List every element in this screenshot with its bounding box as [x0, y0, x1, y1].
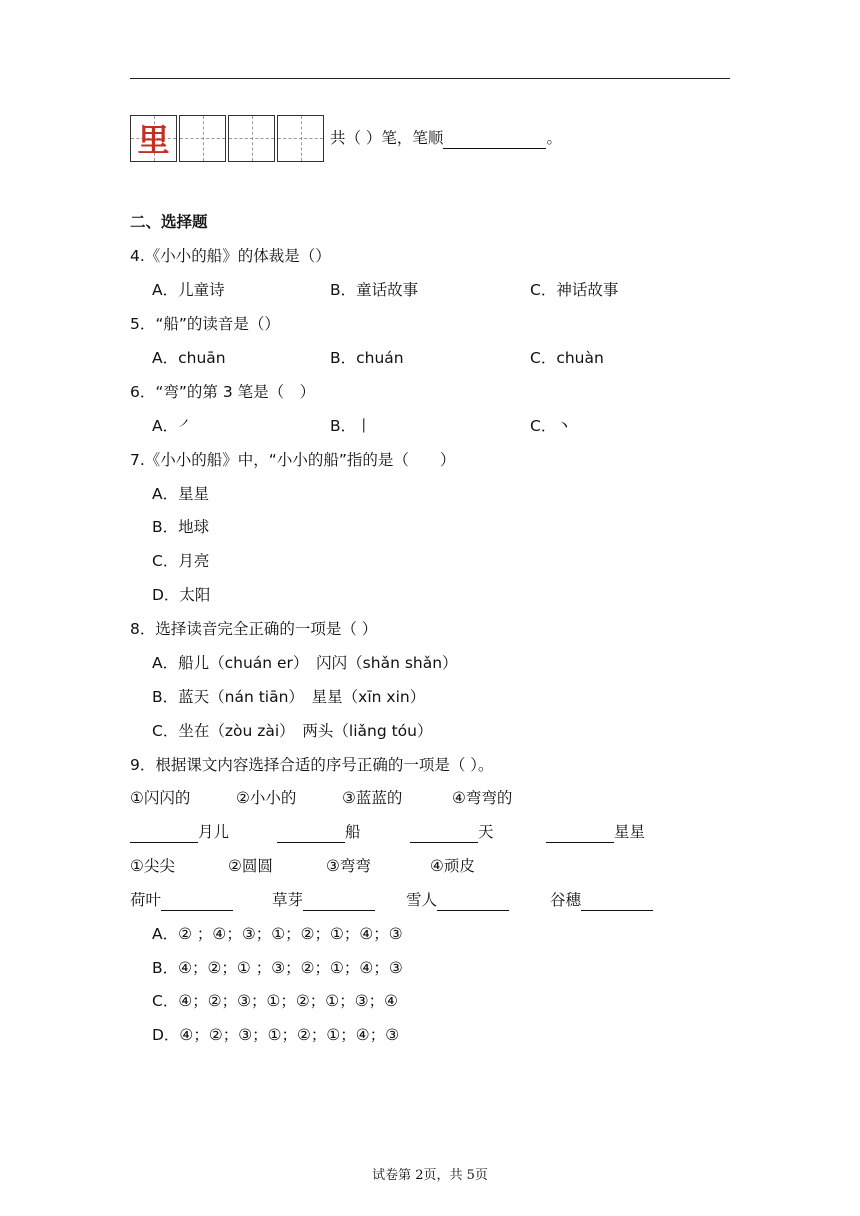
target-word: 月儿	[198, 823, 230, 841]
answer-blank[interactable]	[130, 826, 198, 843]
word-option: ①闪闪的	[130, 789, 191, 807]
answer-blank[interactable]	[546, 826, 614, 843]
word-option: ④弯弯的	[452, 789, 513, 807]
question-9-stem: 9．根据课文内容选择合适的序号正确的一项是（ ）。	[130, 756, 494, 774]
tianzige-cell[interactable]	[277, 115, 324, 162]
answer-blank[interactable]	[437, 894, 509, 911]
tianzige-cell[interactable]	[228, 115, 275, 162]
option-b[interactable]: B．chuán	[330, 349, 404, 367]
word-option: ③蓝蓝的	[342, 789, 403, 807]
question-5-stem: 5．“船”的读音是（）	[130, 315, 280, 333]
top-rule	[130, 78, 730, 79]
word-option: ④顽皮	[430, 857, 475, 875]
page-footer: 试卷第 2页，共 5页	[372, 1168, 488, 1183]
word-option: ②圆圆	[228, 857, 273, 875]
target-word: 草芽	[272, 891, 304, 909]
word-option: ②小小的	[236, 789, 297, 807]
option-b[interactable]: B．地球	[152, 518, 210, 536]
stroke-question-text: 共（ ）笔，笔顺 。	[330, 129, 562, 147]
option-b[interactable]: B．④；②；① ；③；②；①；④；③	[152, 959, 403, 977]
answer-blank[interactable]	[277, 826, 345, 843]
question-8-stem: 8．选择读音完全正确的一项是（ ）	[130, 620, 378, 638]
word-option: ①尖尖	[130, 857, 175, 875]
option-a[interactable]: A．② ；④；③；①；②；①；④；③	[152, 925, 403, 943]
example-character: 里	[137, 121, 170, 159]
option-a[interactable]: A．㇒	[152, 417, 194, 435]
option-a[interactable]: A．星星	[152, 485, 210, 503]
option-b[interactable]: B．童话故事	[330, 281, 419, 299]
target-word: 船	[345, 823, 361, 841]
answer-blank[interactable]	[161, 894, 233, 911]
target-word: 天	[478, 823, 494, 841]
option-c[interactable]: C．月亮	[152, 552, 210, 570]
option-d[interactable]: D．太阳	[152, 586, 211, 604]
target-word: 星星	[614, 823, 646, 841]
answer-blank[interactable]	[581, 894, 653, 911]
answer-blank[interactable]	[443, 132, 546, 149]
question-4-stem: 4.《小小的船》的体裁是（）	[130, 247, 331, 265]
option-b[interactable]: B．蓝天（nán tiān） 星星（xīn xin）	[152, 688, 426, 706]
section-title: 二、选择题	[130, 213, 208, 231]
option-c[interactable]: C．④；②；③；①；②；①；③；④	[152, 992, 398, 1010]
option-c[interactable]: C．丶	[530, 417, 572, 435]
target-word: 雪人	[406, 891, 438, 909]
option-c[interactable]: C．坐在（zòu zài） 两头（liǎng tóu）	[152, 722, 433, 740]
option-a[interactable]: A．chuān	[152, 349, 226, 367]
target-word: 谷穗	[550, 891, 582, 909]
answer-blank[interactable]	[410, 826, 478, 843]
tianzige-cell	[130, 115, 177, 162]
option-d[interactable]: D．④；②；③；①；②；①；④；③	[152, 1026, 400, 1044]
word-option: ③弯弯	[326, 857, 371, 875]
answer-blank[interactable]	[303, 894, 375, 911]
option-a[interactable]: A．船儿（chuán er） 闪闪（shǎn shǎn）	[152, 654, 458, 672]
target-word: 荷叶	[130, 891, 162, 909]
option-b[interactable]: B．丨	[330, 417, 372, 435]
question-6-stem: 6．“弯”的第 3 笔是（ ）	[130, 383, 316, 401]
stroke-order-question	[130, 113, 562, 163]
option-c[interactable]: C．神话故事	[530, 281, 619, 299]
option-a[interactable]: A．儿童诗	[152, 281, 225, 299]
tianzige-cell[interactable]	[179, 115, 226, 162]
question-7-stem: 7.《小小的船》中，“小小的船”指的是（ ）	[130, 451, 456, 469]
option-c[interactable]: C．chuàn	[530, 349, 604, 367]
